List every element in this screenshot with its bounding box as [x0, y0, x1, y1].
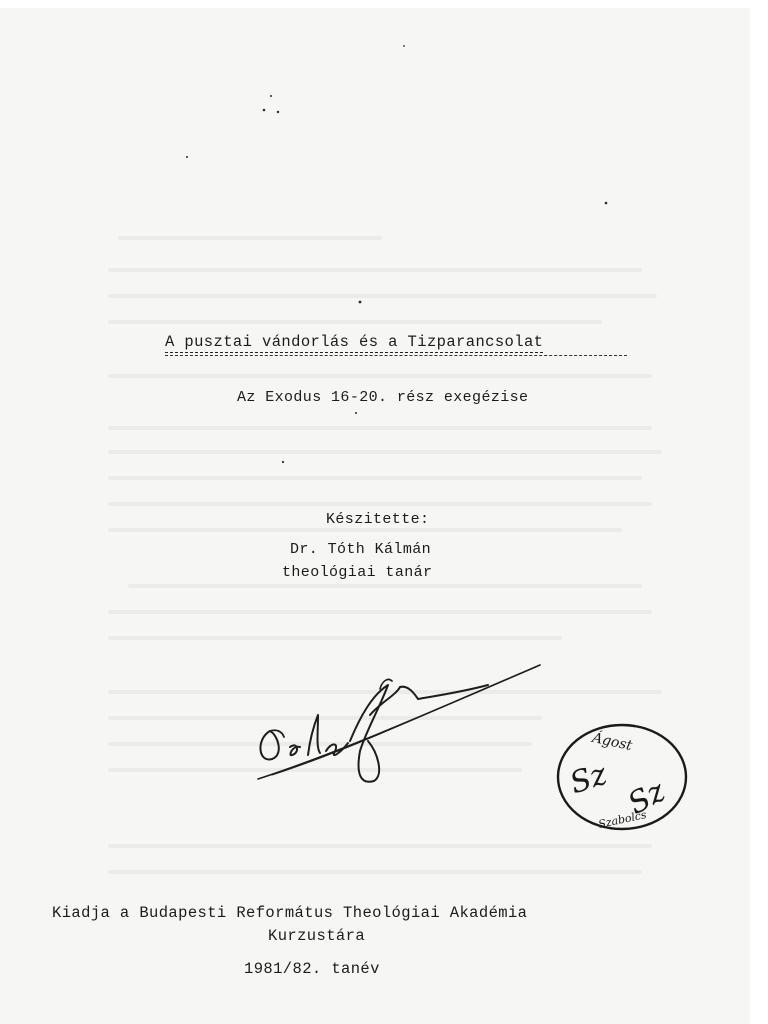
academic-year-line: 1981/82. tanév: [244, 960, 380, 978]
svg-text:Sz: Sz: [622, 773, 672, 822]
author-name: Dr. Tóth Kálmán: [290, 541, 432, 558]
series-line: Kurzustára: [268, 927, 366, 945]
publisher-line: Kiadja a Budapesti Református Theológiai Akadémia: [52, 904, 528, 922]
round-stamp-seal: [552, 722, 694, 832]
author-role: theológiai tanár: [282, 564, 433, 581]
svg-text:Sz: Sz: [565, 756, 612, 802]
prepared-by-label: Készitette:: [326, 511, 430, 528]
svg-text:Szabolcs: Szabolcs: [597, 808, 648, 832]
handwritten-signature: [248, 655, 548, 795]
title-double-underline: [165, 355, 627, 356]
document-title: A pusztai vándorlás és a Tizparancsolat: [165, 333, 544, 351]
svg-text:Ágost: Ágost: [590, 730, 634, 755]
scan-right-margin: [750, 0, 768, 1024]
document-subtitle: Az Exodus 16-20. rész exegézise: [237, 389, 529, 406]
